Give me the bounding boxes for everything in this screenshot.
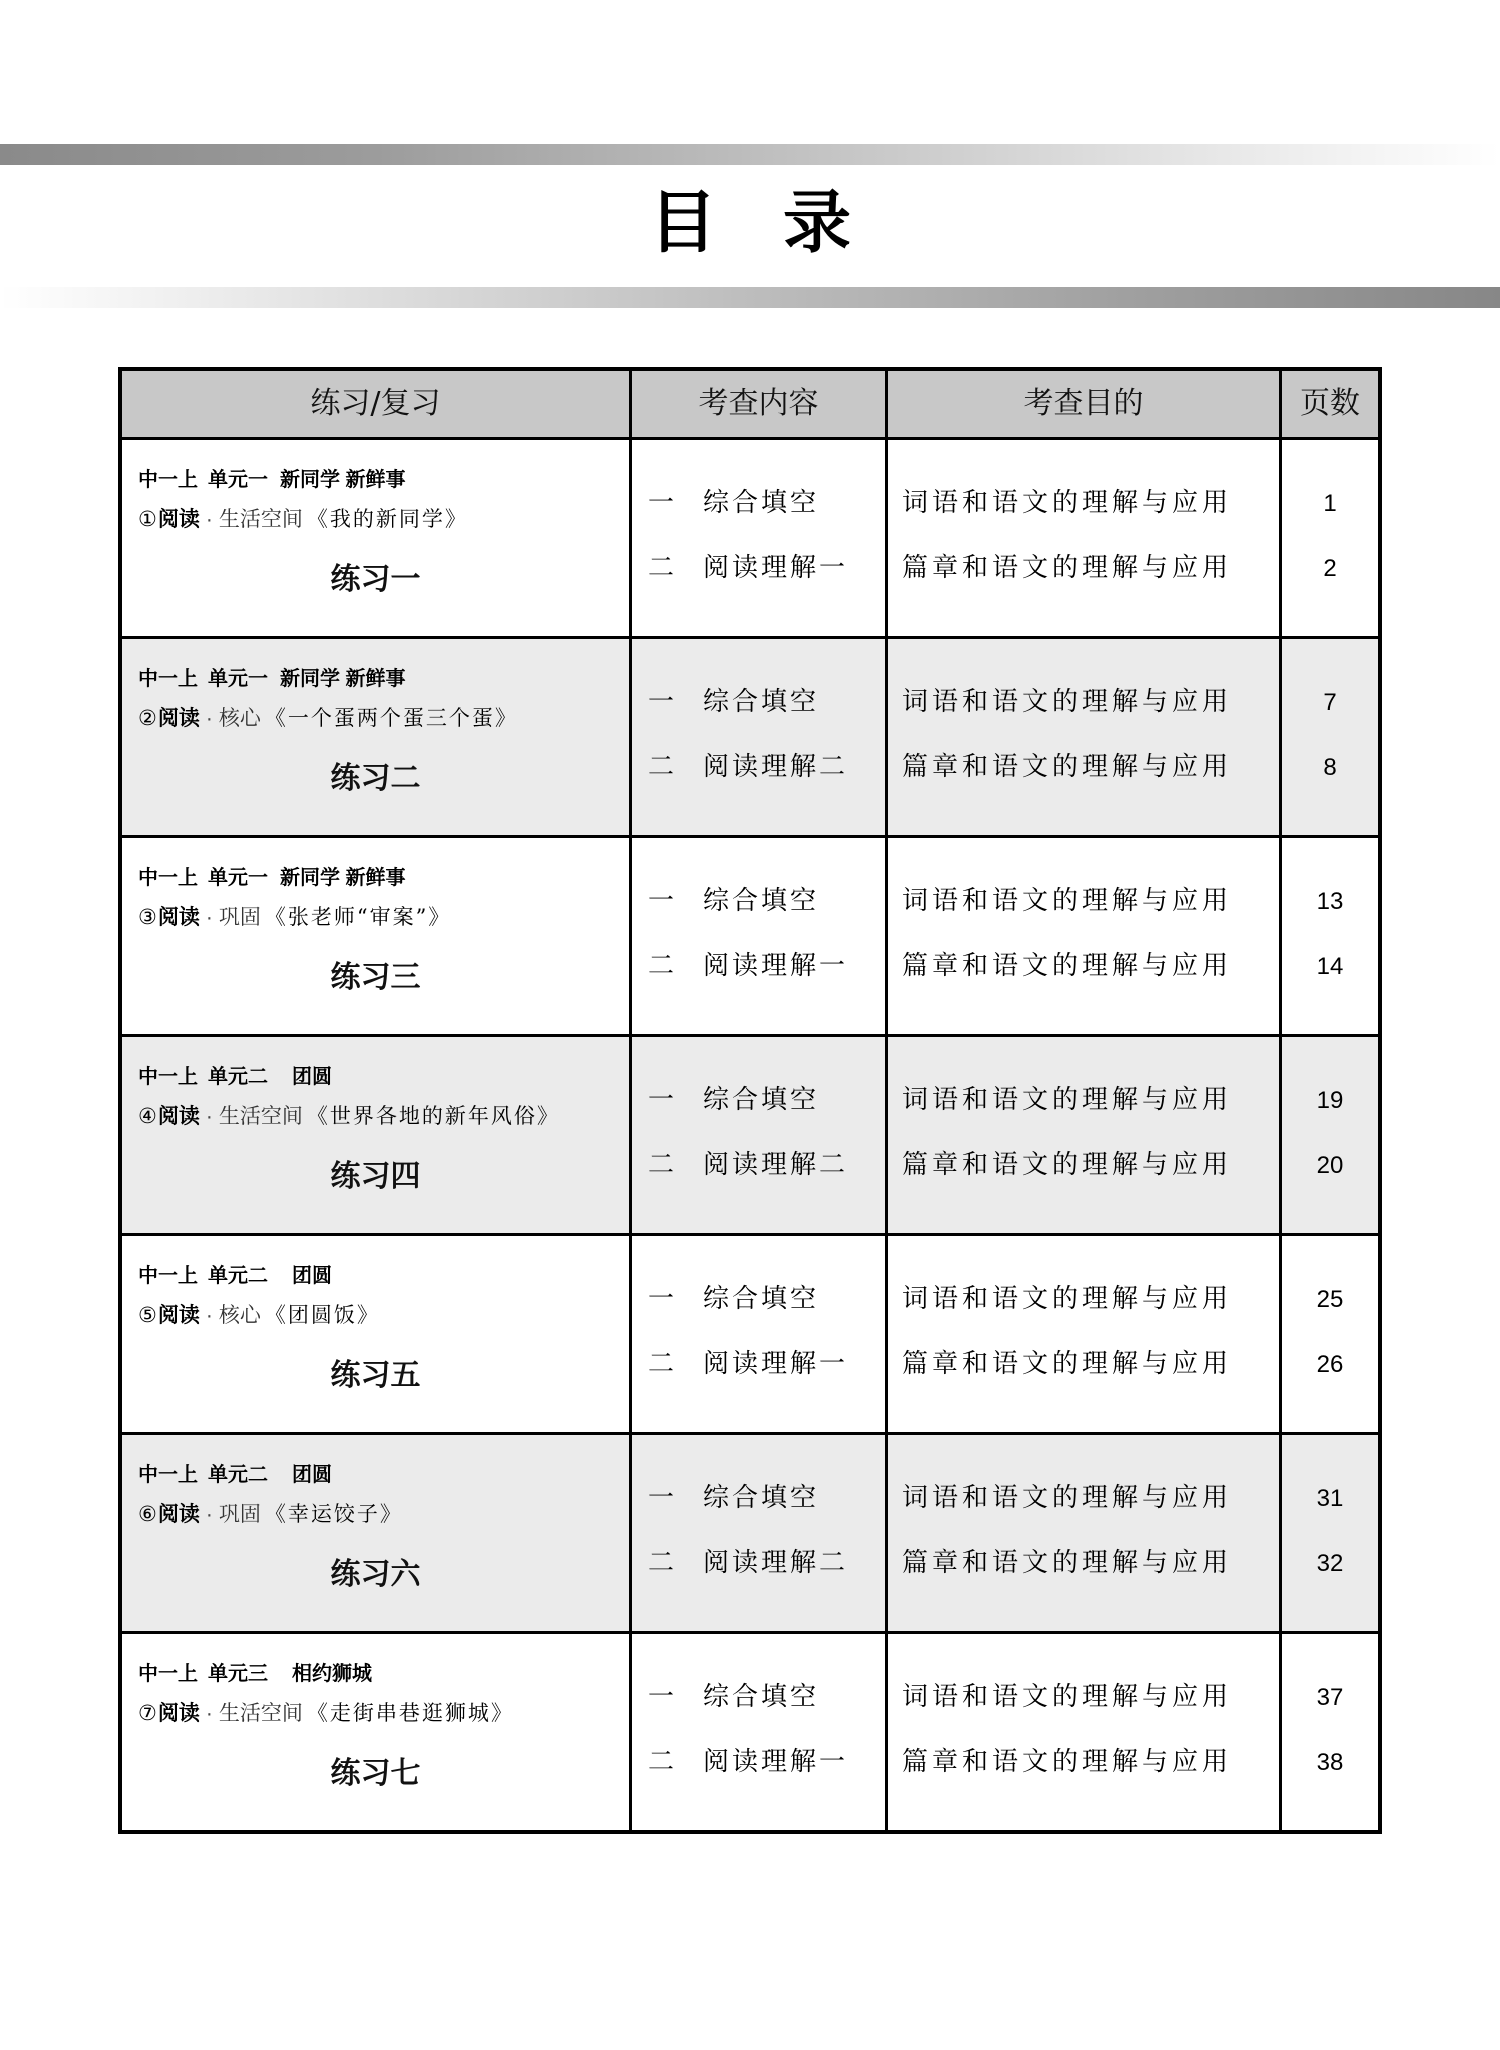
content-cell <box>632 440 888 639</box>
item-number: 二 <box>648 553 675 583</box>
separator-dot: · <box>205 707 213 730</box>
page-number: 25 <box>1316 1286 1344 1313</box>
reading-title: 《世界各地的新年风俗》 <box>306 1104 560 1128</box>
item-purpose: 篇章和语文的理解与应用 <box>902 752 1233 782</box>
item-content: 阅读理解一 <box>703 1349 849 1379</box>
table-row <box>122 1037 1378 1236</box>
separator-dot: · <box>205 906 213 929</box>
table-row <box>122 1634 1378 1830</box>
content-item <box>648 1332 885 1397</box>
page-title-char-2: 录 <box>783 184 852 263</box>
exercise-cell <box>122 1037 632 1236</box>
purpose-cell <box>888 1236 1282 1435</box>
page-number: 32 <box>1316 1550 1344 1577</box>
content-item <box>648 934 885 999</box>
reading-number: ② <box>138 707 157 730</box>
unit-line <box>138 864 629 892</box>
page-number: 37 <box>1316 1684 1344 1711</box>
reading-line <box>138 1101 629 1132</box>
item-content: 综合填空 <box>703 1483 820 1513</box>
page-cell <box>1282 838 1378 1037</box>
exercise-title: 练习六 <box>330 1558 421 1591</box>
reading-title: 《我的新同学》 <box>306 507 468 531</box>
unit-theme: 相约狮城 <box>292 1663 372 1685</box>
item-number: 一 <box>648 1284 675 1314</box>
content-item <box>648 1531 885 1596</box>
reading-line <box>138 504 629 535</box>
exercise-title: 练习五 <box>330 1359 421 1392</box>
item-purpose: 篇章和语文的理解与应用 <box>902 951 1233 981</box>
reading-title: 《走街串巷逛狮城》 <box>306 1701 514 1725</box>
purpose-cell <box>888 440 1282 639</box>
page-title <box>0 184 1500 264</box>
page-title-char-1: 目 <box>648 184 717 263</box>
content-item <box>648 869 885 934</box>
item-number: 一 <box>648 1682 675 1712</box>
item-purpose: 词语和语文的理解与应用 <box>902 1483 1233 1513</box>
item-purpose: 篇章和语文的理解与应用 <box>902 1150 1233 1180</box>
content-item <box>648 1068 885 1133</box>
separator-dot: · <box>205 1503 213 1526</box>
content-item <box>648 1730 885 1795</box>
table-row <box>122 1435 1378 1634</box>
unit-theme: 团圆 <box>292 1464 332 1486</box>
item-purpose: 词语和语文的理解与应用 <box>902 488 1233 518</box>
reading-line <box>138 1698 629 1729</box>
reading-line <box>138 1300 629 1331</box>
page-cell <box>1282 639 1378 838</box>
reading-category: 巩固 <box>218 906 261 929</box>
item-number: 一 <box>648 886 675 916</box>
reading-title: 《一个蛋两个蛋三个蛋》 <box>264 706 518 730</box>
separator-dot: · <box>205 1304 213 1327</box>
content-item <box>648 471 885 536</box>
unit-label: 单元二 <box>208 1265 268 1287</box>
item-purpose: 篇章和语文的理解与应用 <box>902 1349 1233 1379</box>
item-purpose: 篇章和语文的理解与应用 <box>902 1548 1233 1578</box>
item-number: 二 <box>648 1548 675 1578</box>
item-content: 综合填空 <box>703 1682 820 1712</box>
page-number: 14 <box>1316 953 1344 980</box>
reading-category: 核心 <box>218 1304 261 1327</box>
page-number: 20 <box>1316 1152 1344 1179</box>
content-cell <box>632 1236 888 1435</box>
reading-label: 阅读 <box>157 1503 200 1526</box>
page-number: 7 <box>1323 689 1337 716</box>
reading-title: 《张老师“审案”》 <box>264 905 452 929</box>
item-number: 一 <box>648 488 675 518</box>
reading-label: 阅读 <box>157 1105 200 1128</box>
content-item <box>648 735 885 800</box>
item-purpose: 词语和语文的理解与应用 <box>902 1085 1233 1115</box>
exercise-cell <box>122 440 632 639</box>
grade-label: 中一上 <box>138 1464 198 1486</box>
exercise-title: 练习三 <box>330 961 421 994</box>
header-page: 页数 <box>1282 371 1378 440</box>
content-item <box>648 1133 885 1198</box>
reading-number: ④ <box>138 1105 157 1128</box>
table-of-contents <box>118 367 1382 1834</box>
item-purpose: 篇章和语文的理解与应用 <box>902 553 1233 583</box>
exercise-cell <box>122 639 632 838</box>
exercise-cell <box>122 1236 632 1435</box>
unit-line <box>138 1461 629 1489</box>
unit-label: 单元二 <box>208 1464 268 1486</box>
reading-category: 巩固 <box>218 1503 261 1526</box>
separator-dot: · <box>205 1105 213 1128</box>
reading-line <box>138 1499 629 1530</box>
item-content: 综合填空 <box>703 687 820 717</box>
page-cell <box>1282 1236 1378 1435</box>
page-number: 26 <box>1316 1351 1344 1378</box>
grade-label: 中一上 <box>138 469 198 491</box>
unit-label: 单元一 <box>208 668 268 690</box>
unit-line <box>138 665 629 693</box>
page-number: 38 <box>1316 1749 1344 1776</box>
unit-label: 单元三 <box>208 1663 268 1685</box>
content-cell <box>632 1634 888 1830</box>
exercise-cell <box>122 838 632 1037</box>
reading-number: ⑤ <box>138 1304 157 1327</box>
page-number: 31 <box>1316 1485 1344 1512</box>
content-cell <box>632 639 888 838</box>
top-decorative-band <box>0 144 1500 165</box>
reading-label: 阅读 <box>157 707 200 730</box>
item-purpose: 词语和语文的理解与应用 <box>902 1284 1233 1314</box>
page-cell <box>1282 1634 1378 1830</box>
item-content: 阅读理解一 <box>703 553 849 583</box>
bottom-decorative-band <box>0 287 1500 308</box>
header-purpose: 考查目的 <box>888 371 1282 440</box>
unit-label: 单元一 <box>208 469 268 491</box>
reading-title: 《幸运饺子》 <box>264 1502 403 1526</box>
grade-label: 中一上 <box>138 1663 198 1685</box>
reading-number: ⑥ <box>138 1503 157 1526</box>
unit-label: 单元二 <box>208 1066 268 1088</box>
purpose-cell <box>888 838 1282 1037</box>
item-purpose: 词语和语文的理解与应用 <box>902 1682 1233 1712</box>
reading-number: ⑦ <box>138 1702 157 1725</box>
content-item <box>648 1466 885 1531</box>
header-exercise: 练习/复习 <box>122 371 632 440</box>
item-content: 阅读理解一 <box>703 951 849 981</box>
reading-label: 阅读 <box>157 1702 200 1725</box>
reading-number: ③ <box>138 906 157 929</box>
item-number: 二 <box>648 1747 675 1777</box>
separator-dot: · <box>205 508 213 531</box>
item-purpose: 词语和语文的理解与应用 <box>902 687 1233 717</box>
reading-label: 阅读 <box>157 906 200 929</box>
table-row <box>122 639 1378 838</box>
content-item <box>648 670 885 735</box>
unit-line <box>138 1063 629 1091</box>
purpose-cell <box>888 1435 1282 1634</box>
item-content: 阅读理解一 <box>703 1747 849 1777</box>
purpose-cell <box>888 639 1282 838</box>
grade-label: 中一上 <box>138 668 198 690</box>
grade-label: 中一上 <box>138 1265 198 1287</box>
item-content: 阅读理解二 <box>703 752 849 782</box>
reading-title: 《团圆饭》 <box>264 1303 380 1327</box>
exercise-title: 练习一 <box>330 563 421 596</box>
separator-dot: · <box>205 1702 213 1725</box>
unit-theme: 新同学 新鲜事 <box>280 668 406 690</box>
item-number: 一 <box>648 1085 675 1115</box>
page-number: 19 <box>1316 1087 1344 1114</box>
item-number: 一 <box>648 687 675 717</box>
item-content: 综合填空 <box>703 1085 820 1115</box>
item-purpose: 篇章和语文的理解与应用 <box>902 1747 1233 1777</box>
table-row <box>122 1236 1378 1435</box>
page-number: 2 <box>1323 555 1337 582</box>
exercise-cell <box>122 1435 632 1634</box>
header-content: 考查内容 <box>632 371 888 440</box>
item-purpose: 词语和语文的理解与应用 <box>902 886 1233 916</box>
reading-label: 阅读 <box>157 1304 200 1327</box>
unit-line <box>138 1262 629 1290</box>
purpose-cell <box>888 1634 1282 1830</box>
content-cell <box>632 1037 888 1236</box>
reading-label: 阅读 <box>157 508 200 531</box>
unit-theme: 新同学 新鲜事 <box>280 867 406 889</box>
reading-category: 生活空间 <box>218 508 303 531</box>
content-item <box>648 1665 885 1730</box>
item-content: 阅读理解二 <box>703 1150 849 1180</box>
unit-theme: 团圆 <box>292 1066 332 1088</box>
item-content: 综合填空 <box>703 886 820 916</box>
table-header-row <box>122 371 1378 440</box>
item-number: 二 <box>648 1150 675 1180</box>
page-cell <box>1282 1037 1378 1236</box>
content-item <box>648 1267 885 1332</box>
unit-line <box>138 466 629 494</box>
content-item <box>648 536 885 601</box>
exercise-cell <box>122 1634 632 1830</box>
page-cell <box>1282 440 1378 639</box>
item-number: 二 <box>648 752 675 782</box>
reading-category: 生活空间 <box>218 1702 303 1725</box>
item-number: 二 <box>648 951 675 981</box>
content-cell <box>632 838 888 1037</box>
content-cell <box>632 1435 888 1634</box>
exercise-title: 练习七 <box>330 1757 421 1790</box>
exercise-title: 练习四 <box>330 1160 421 1193</box>
item-content: 阅读理解二 <box>703 1548 849 1578</box>
exercise-title: 练习二 <box>330 762 421 795</box>
item-content: 综合填空 <box>703 488 820 518</box>
table-row <box>122 440 1378 639</box>
reading-number: ① <box>138 508 157 531</box>
reading-line <box>138 703 629 734</box>
reading-category: 生活空间 <box>218 1105 303 1128</box>
item-content: 综合填空 <box>703 1284 820 1314</box>
unit-theme: 团圆 <box>292 1265 332 1287</box>
grade-label: 中一上 <box>138 1066 198 1088</box>
unit-label: 单元一 <box>208 867 268 889</box>
unit-line <box>138 1660 629 1688</box>
page-number: 13 <box>1316 888 1344 915</box>
page-number: 8 <box>1323 754 1337 781</box>
grade-label: 中一上 <box>138 867 198 889</box>
page-cell <box>1282 1435 1378 1634</box>
unit-theme: 新同学 新鲜事 <box>280 469 406 491</box>
item-number: 一 <box>648 1483 675 1513</box>
reading-category: 核心 <box>218 707 261 730</box>
page-number: 1 <box>1323 490 1337 517</box>
purpose-cell <box>888 1037 1282 1236</box>
table-row <box>122 838 1378 1037</box>
reading-line <box>138 902 629 933</box>
item-number: 二 <box>648 1349 675 1379</box>
